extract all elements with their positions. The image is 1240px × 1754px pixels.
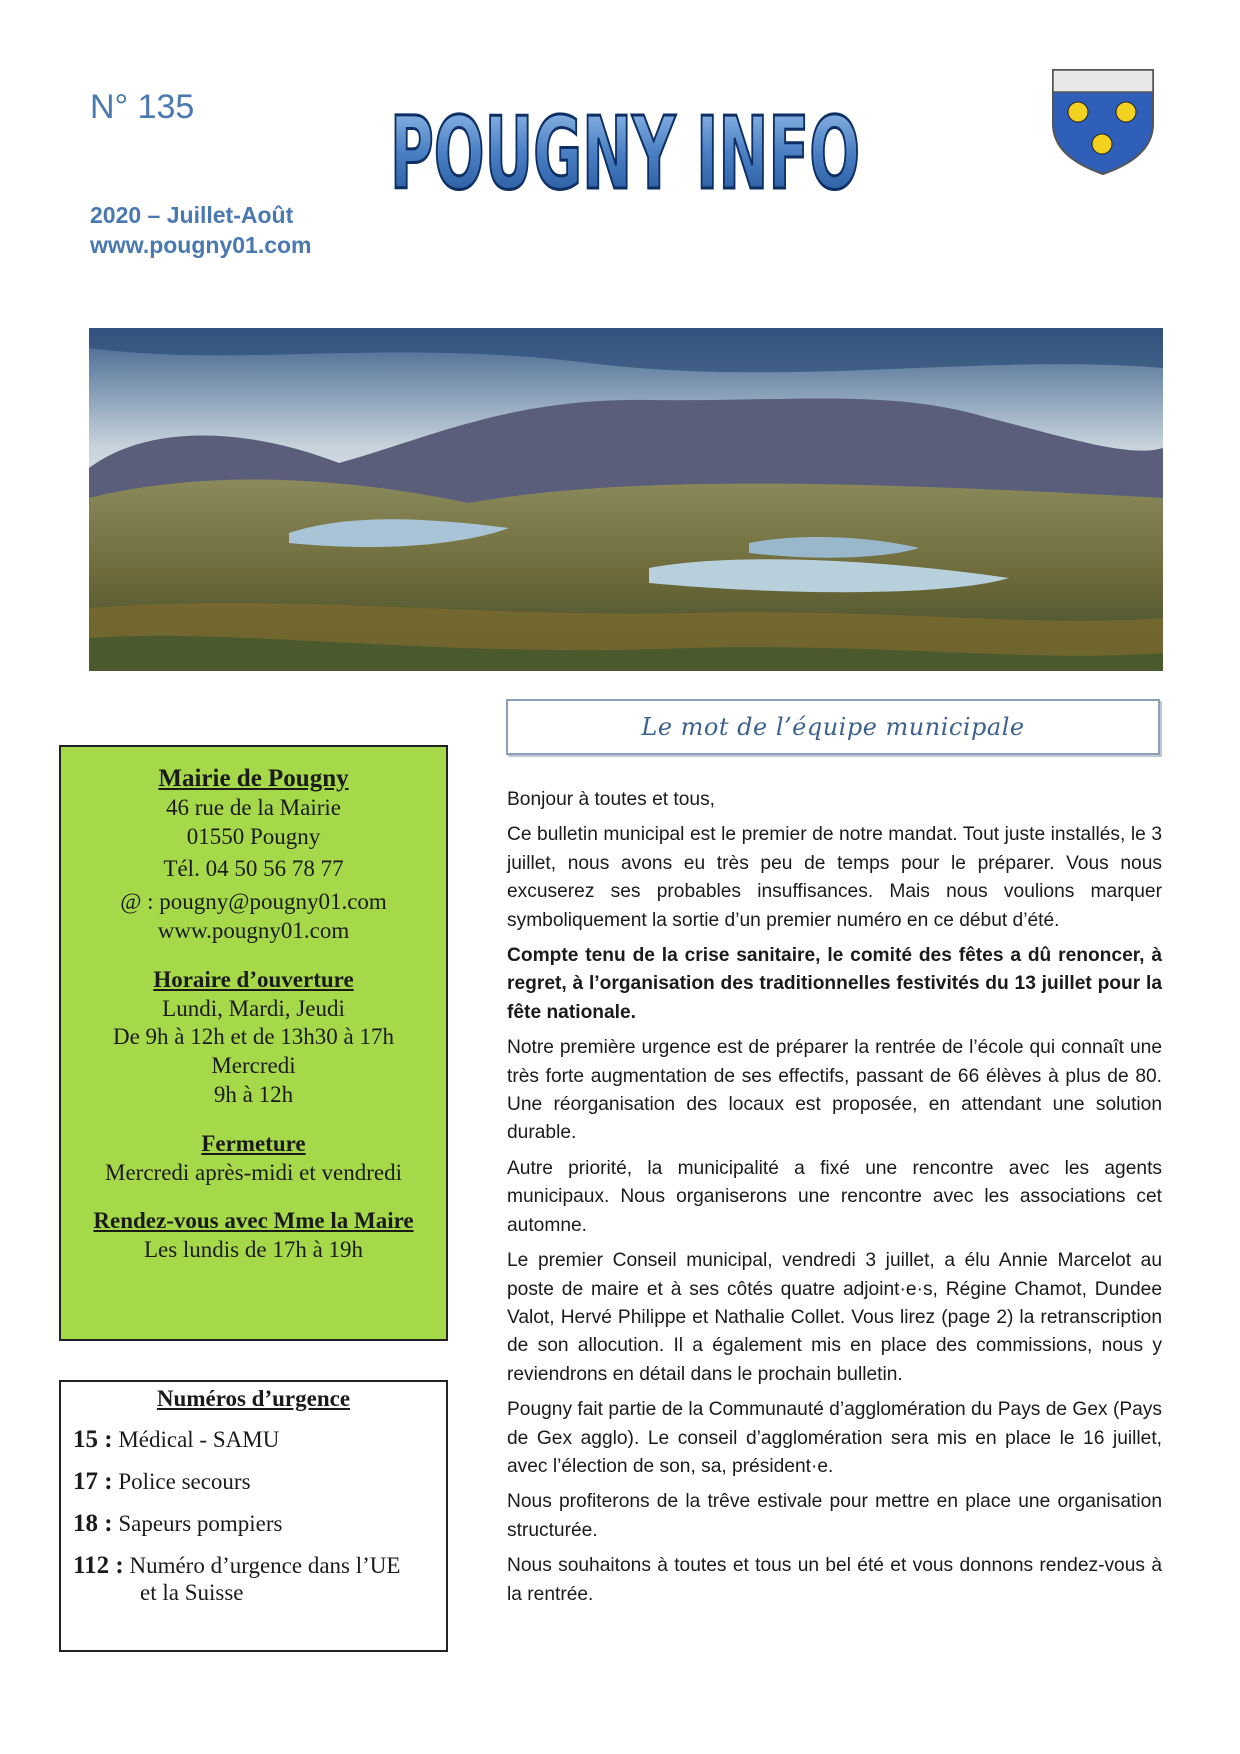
article-paragraph: Pougny fait partie de la Communauté d’agglomération du Pays de Gex (Pays de Gex agglo). Le conseil d’agglomération sera mis en place le 16 juillet, avec l’élection de son, sa, président·e. (507, 1399, 1162, 1477)
mairie-phone: Tél. 04 50 56 78 77 (163, 856, 344, 882)
mairie-website[interactable]: www.pougny01.com (157, 917, 350, 943)
emergency-label: Numéro d’urgence dans l’UE (129, 1553, 401, 1578)
emergency-label: Médical - SAMU (118, 1427, 280, 1452)
mairie-title: Mairie de Pougny (158, 765, 349, 792)
emergency-item (73, 1510, 446, 1537)
article-paragraph: Compte tenu de la crise sanitaire, le comité des fêtes a dû renoncer, à regret, à l’organisation des traditionnelles festivités du 13 juillet pour la fête nationale. (507, 945, 1162, 1023)
emergency-number: 18 : (73, 1510, 113, 1537)
mot-title: Le mot de l’équipe municipale (641, 713, 1025, 741)
emergency-item (73, 1552, 446, 1606)
website-link[interactable]: www.pougny01.com (90, 232, 312, 258)
mot-title-box (506, 699, 1160, 755)
landscape-photo (89, 328, 1163, 671)
emergency-label-continued: et la Suisse (140, 1580, 244, 1605)
rdv-text: Les lundis de 17h à 19h (143, 1237, 364, 1263)
emergency-item (73, 1426, 446, 1453)
article-paragraph: Autre priorité, la municipalité a fixé une rencontre avec les agents municipaux. Nous organiserons une rencontre avec les associations cet automne. (507, 1157, 1162, 1236)
hours-days: Lundi, Mardi, Jeudi (162, 995, 345, 1021)
masthead-text: POUGNY INFO (390, 95, 860, 212)
hours-wednesday-times: 9h à 12h (213, 1081, 294, 1107)
hours-title: Horaire d’ouverture (153, 966, 354, 992)
mairie-email[interactable]: @ : pougny@pougny01.com (120, 889, 387, 915)
rdv-title: Rendez-vous avec Mme la Maire (93, 1208, 414, 1234)
issue-date: 2020 – Juillet-Août (90, 202, 294, 228)
article-paragraph: Le premier Conseil municipal, vendredi 3 juillet, a élu Annie Marcelot au poste de maire et à ses côtés quatre adjoint·e·s, Régine Chamot, Dundee Valot, Hervé Philippe et Nathalie Collet. Vous lirez (page 2) la retranscription de son allocution. Il a également mis en place des commissions, nous y reviendrons en détail dans le prochain bulletin. (507, 1250, 1162, 1385)
emergency-label: Sapeurs pompiers (118, 1511, 283, 1536)
mairie-address-street: 46 rue de la Mairie (166, 794, 341, 820)
mot-article (507, 786, 1162, 1616)
article-paragraph: Ce bulletin municipal est le premier de notre mandat. Tout juste installés, le 3 juillet, nous avons eu très peu de temps pour le préparer. Vous nous excuserez ses probables insuffisances. Mais nous voulions marquer symboliquement la sortie d’un premier numéro en ce début d’été. (507, 824, 1162, 931)
emergency-numbers-box (59, 1380, 448, 1652)
hours-wednesday: Mercredi (211, 1053, 296, 1079)
hours-times: De 9h à 12h et de 13h30 à 17h (112, 1024, 395, 1050)
emergency-number: 112 : (73, 1552, 124, 1579)
masthead-title (385, 70, 865, 210)
emergency-number: 17 : (73, 1468, 113, 1495)
emergency-title: Numéros d’urgence (156, 1386, 351, 1411)
emergency-label: Police secours (118, 1469, 251, 1494)
mairie-info-box (59, 745, 448, 1341)
article-paragraph: Notre première urgence est de préparer la rentrée de l’école qui connaît une très forte augmentation de ses effectifs, passant de 66 élèves à plus de 80. Une réorganisation des locaux est proposée, en attendant une solution durable. (507, 1037, 1162, 1144)
article-paragraph: Nous souhaitons à toutes et tous un bel été et vous donnons rendez-vous à la rentrée. (507, 1555, 1162, 1605)
issue-date-block (90, 200, 312, 260)
closed-text: Mercredi après-midi et vendredi (105, 1159, 402, 1185)
article-paragraph: Nous profiterons de la trêve estivale pour mettre en place une organisation structurée. (507, 1491, 1162, 1541)
article-paragraph: Bonjour à toutes et tous, (507, 789, 715, 810)
emergency-number: 15 : (73, 1426, 113, 1453)
mairie-address-city: 01550 Pougny (186, 823, 321, 849)
closed-title: Fermeture (201, 1130, 306, 1156)
issue-number: N° 135 (90, 88, 195, 126)
emergency-item (73, 1468, 446, 1495)
shield-crest-icon (1048, 66, 1158, 176)
